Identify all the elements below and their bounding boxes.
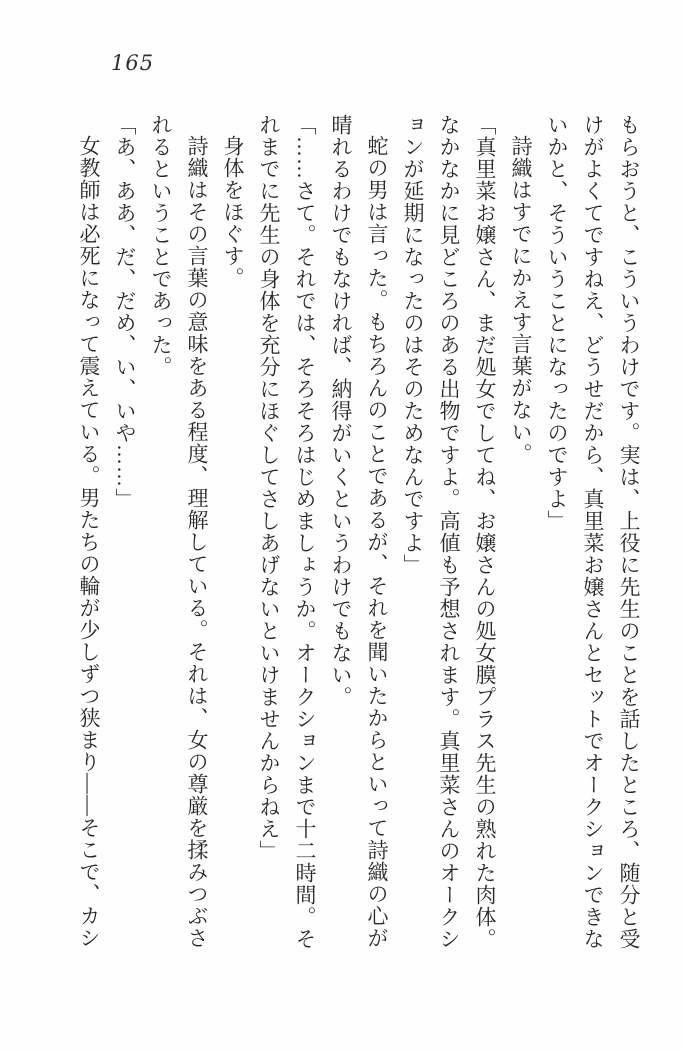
page-number: 165	[111, 51, 155, 75]
paragraph: 詩織はすでにかえす言葉がない。	[509, 135, 533, 465]
paragraph: 「真里菜お嬢さん、まだ処女でしてね、お嬢さんの処女膜プラス先生の熟れた肉体。なかなかに見どころのある出物ですよ。高値も予想されます。真里菜さんのオークションが延期になったのはそのためなんですよ」	[401, 114, 497, 950]
paragraph: もらおうと、こういうわけです。実は、上役に先生のことを話したところ、随分と受けがよくてですねえ、どうせだから、真里菜お嬢さんとセットでオークションできないかと、そういうことになったのですよ」	[545, 114, 641, 950]
paragraph: 身体をほぐす。	[221, 135, 245, 289]
paragraph: 蛇の男は言った。もちろんのことであるが、それを聞いたからといって詩織の心が晴れるわけでもなければ、納得がいくというわけでもない。	[329, 114, 389, 949]
paragraph: 「……さて。それでは、そろそろはじめましょうか。オークションまで十二時間。それまでに先生の身体を充分にほぐしてさしあげないといけませんからねえ」	[257, 114, 317, 950]
text-block	[69, 114, 647, 954]
paragraph: 女教師は必死になって震えている。男たちの輪が少しずつ狭まり――そこで、カシ	[77, 135, 101, 949]
paragraph: 「あ、ああ、だ、だめ、い、いや……」	[113, 114, 137, 510]
paragraph: 詩織はその言葉の意味をある程度、理解している。それは、女の尊厳を揉みつぶされるということであった。	[149, 114, 209, 949]
